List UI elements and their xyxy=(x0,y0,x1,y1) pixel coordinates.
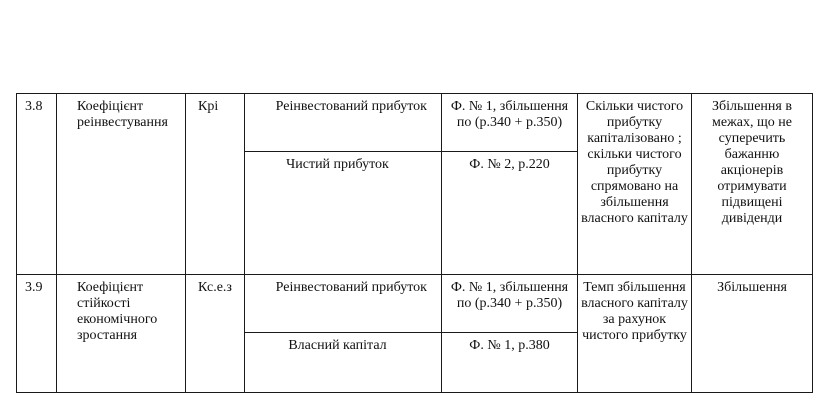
coefficient-description: Темп збільшення власного капіталу за рахунок чистого прибутку xyxy=(578,275,692,393)
indicator-source: Ф. № 1, р.380 xyxy=(442,333,578,393)
coefficient-symbol: Кс.е.з xyxy=(186,275,245,393)
indicator-label: Реінвестований прибуток xyxy=(245,94,442,152)
coefficient-name: Коефіцієнт реінвестування xyxy=(57,94,186,275)
coefficient-description: Скільки чистого прибутку капіталізовано ; скільки чистого прибутку спрямовано на збільшення власного капіталу xyxy=(578,94,692,275)
coefficient-target: Збільшення xyxy=(692,275,813,393)
table-row xyxy=(17,275,813,333)
indicator-source: Ф. № 1, збільшення по (р.340 + р.350) xyxy=(442,94,578,152)
row-number: 3.9 xyxy=(17,275,57,393)
coefficient-symbol: Крі xyxy=(186,94,245,275)
indicator-source: Ф. № 2, р.220 xyxy=(442,152,578,275)
coefficient-target: Збільшення в межах, що не суперечить бажанню акціонерів отримувати підвищені дивіденди xyxy=(692,94,813,275)
indicator-table xyxy=(16,93,813,393)
table-row xyxy=(17,94,813,152)
indicator-label: Власний капітал xyxy=(245,333,442,393)
indicator-label: Чистий прибуток xyxy=(245,152,442,275)
row-number: 3.8 xyxy=(17,94,57,275)
indicator-label: Реінвестований прибуток xyxy=(245,275,442,333)
coefficient-name: Коефіцієнт стійкості економічного зростання xyxy=(57,275,186,393)
indicator-source: Ф. № 1, збільшення по (р.340 + р.350) xyxy=(442,275,578,333)
